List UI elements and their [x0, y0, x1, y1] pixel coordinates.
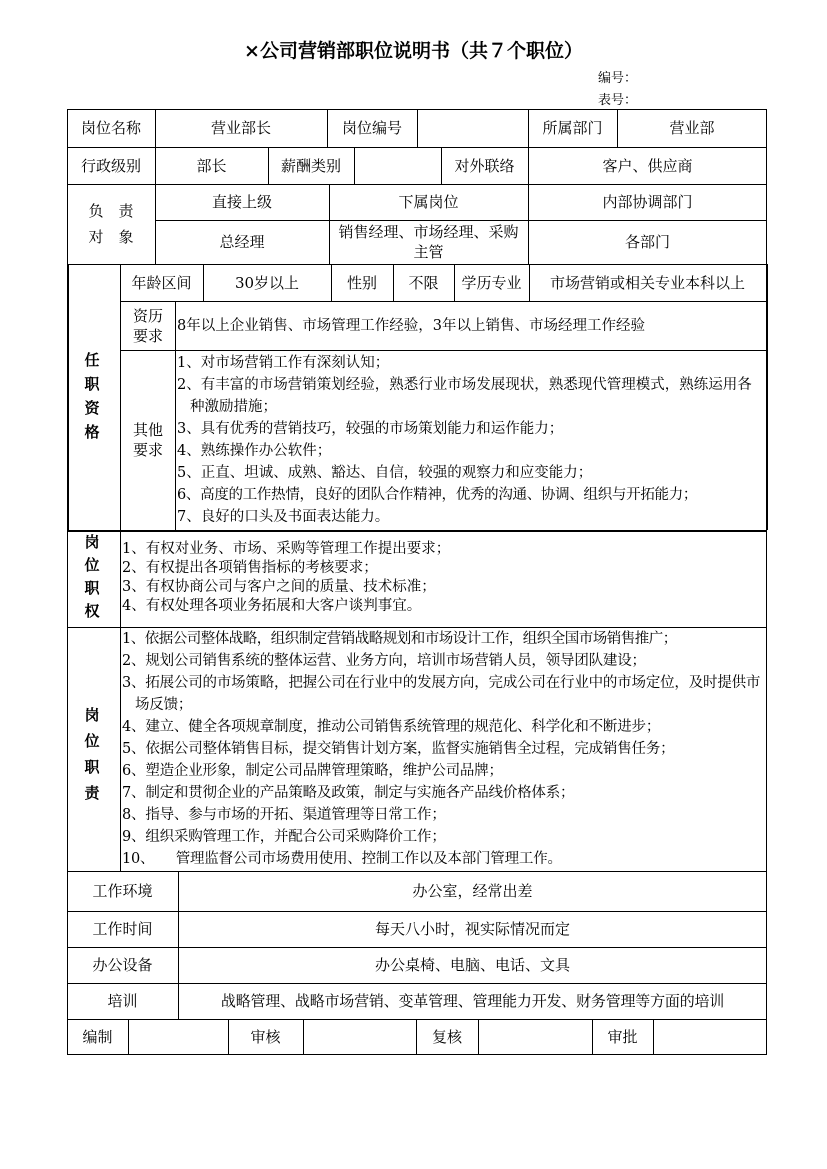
admin-level-value: 部长: [196, 156, 227, 175]
list-item: 3、具有优秀的营销技巧，较强的市场策划能力和运作能力；: [177, 421, 564, 437]
environment-value: 办公室，经常出差: [412, 882, 533, 900]
gender-label: 性别: [346, 273, 377, 292]
position-code-label: 岗位编号: [341, 119, 402, 137]
department-label: 所属部门: [542, 119, 603, 137]
external-contact-value: 客户、供应商: [602, 156, 693, 175]
authority-label: 岗位职权: [84, 533, 100, 620]
environment-label: 工作环境: [92, 882, 153, 900]
authority-list: [122, 540, 764, 616]
experience-value: 8年以上企业销售、市场管理工作经验，3年以上销售、市场经理工作经验: [177, 317, 645, 334]
prepared-value: [128, 1019, 228, 1055]
training-value: 战略管理、战略市场营销、变革管理、管理能力开发、财务管理等方面的培训: [220, 992, 725, 1010]
equipment-value: 办公桌椅、电脑、电话、文具: [374, 956, 570, 974]
gender-value: 不限: [408, 273, 439, 292]
approved-label: 审批: [607, 1028, 638, 1046]
relations-label: 负 责 对 象: [88, 202, 134, 246]
reviewed-value: [303, 1019, 416, 1055]
age-value: 30岁以上: [234, 273, 300, 292]
number-label: 编号：: [598, 71, 638, 86]
education-label: 学历专业: [461, 273, 522, 292]
salary-type-value: [354, 147, 441, 184]
subordinate-label: 下属岗位: [398, 193, 459, 211]
list-item: 2、规划公司销售系统的整体运营、业务方向，培训市场营销人员，领导团队建设；: [122, 653, 646, 669]
position-name-value: 营业部长: [210, 119, 271, 137]
subordinate-value: 销售经理、市场经理、采购主管: [338, 223, 519, 261]
coordination-label: 内部协调部门: [602, 193, 693, 211]
list-item: 6、塑造企业形象，制定公司品牌管理策略，维护公司品牌；: [122, 763, 503, 779]
list-item: 1、有权对业务、市场、采购等管理工作提出要求；: [122, 541, 451, 557]
training-label: 培训: [107, 992, 138, 1010]
experience-label: 资历要求: [132, 306, 163, 345]
admin-level-label: 行政级别: [80, 156, 141, 175]
list-item: 4、有权处理各项业务拓展和大客户谈判事宜。: [122, 598, 422, 614]
hours-value: 每天八小时，视实际情况而定: [374, 920, 570, 938]
department-value: 营业部: [669, 119, 715, 137]
rechecked-label: 复核: [431, 1028, 462, 1046]
reviewed-label: 审核: [250, 1028, 281, 1046]
duties-label: 岗位职责: [84, 706, 100, 802]
list-item: 7、制定和贯彻企业的产品策略及政策，制定与实施各产品线价格体系；: [122, 785, 575, 801]
list-item: 6、高度的工作热情，良好的团队合作精神，优秀的沟通、协调、组织与开拓能力；: [177, 487, 698, 503]
age-label: 年龄区间: [131, 273, 192, 292]
list-item: 3、拓展公司的市场策略，把握公司在行业中的发展方向，完成公司在行业中的市场定位，及时提供市场反馈；: [122, 675, 761, 713]
list-item: 1、依据公司整体战略，组织制定营销战略规划和市场设计工作，组织全国市场销售推广；: [122, 631, 677, 647]
other-requirements-label: 其他要求: [132, 421, 163, 459]
list-item: 5、正直、坦诚、成熟、豁达、自信，较强的观察力和应变能力；: [177, 465, 593, 481]
list-item: 8、指导、参与市场的开拓、渠道管理等日常工作；: [122, 807, 446, 823]
list-item: 1、对市场营销工作有深刻认知；: [177, 355, 390, 371]
education-value: 市场营销或相关专业本科以上: [549, 273, 745, 292]
list-item: 4、熟练操作办公软件；: [177, 443, 332, 459]
list-item: 10、 管理监督公司市场费用使用、控制工作以及本部门管理工作。: [122, 851, 562, 867]
list-item: 2、有丰富的市场营销策划经验，熟悉行业市场发展现状，熟悉现代管理模式，熟练运用各种激励措施；: [177, 377, 752, 415]
external-contact-label: 对外联络: [454, 156, 515, 175]
rechecked-value: [478, 1019, 592, 1055]
document-title: ×公司营销部职位说明书（共７个职位）: [244, 40, 583, 62]
superior-value: 总经理: [219, 233, 265, 251]
position-name-label: 岗位名称: [80, 119, 141, 137]
table-number-label: 表号：: [598, 93, 638, 108]
qualifications-label: 任职资格: [84, 351, 100, 441]
list-item: 9、组织采购管理工作，并配合公司采购降价工作；: [122, 829, 446, 845]
salary-type-label: 薪酬类别: [280, 156, 341, 175]
duties-list: [122, 628, 765, 870]
approved-value: [653, 1019, 767, 1055]
superior-label: 直接上级: [211, 193, 272, 211]
hours-label: 工作时间: [92, 920, 153, 938]
list-item: 4、建立、健全各项规章制度，推动公司销售系统管理的规范化、科学化和不断进步；: [122, 719, 661, 735]
list-item: 7、良好的口头及书面表达能力。: [177, 509, 390, 525]
coordination-value: 各部门: [624, 233, 670, 251]
list-item: 2、有权提出各项销售指标的考核要求；: [122, 560, 378, 576]
position-code-value: [417, 109, 528, 147]
prepared-label: 编制: [82, 1028, 113, 1046]
equipment-label: 办公设备: [92, 956, 153, 974]
list-item: 5、依据公司整体销售目标，提交销售计划方案，监督实施销售全过程，完成销售任务；: [122, 741, 675, 757]
list-item: 3、有权协商公司与客户之间的质量、技术标准；: [122, 579, 436, 595]
other-requirements-list: [177, 352, 765, 528]
